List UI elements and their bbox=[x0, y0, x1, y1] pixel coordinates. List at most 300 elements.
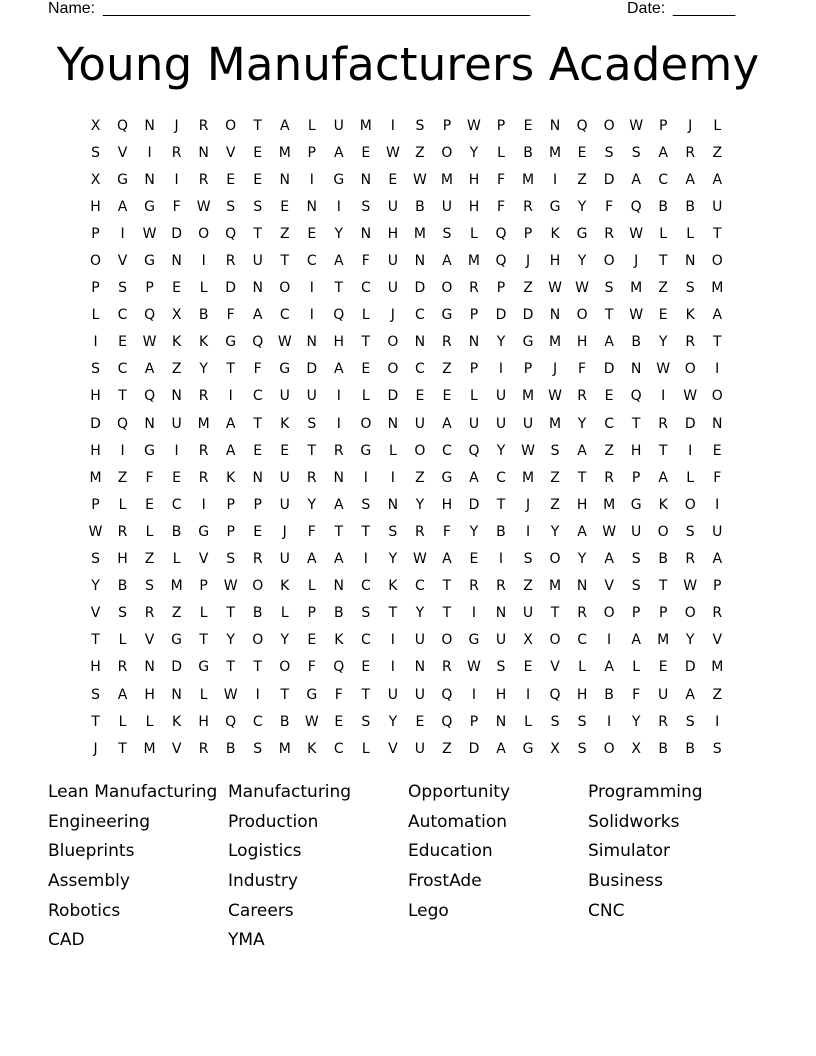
grid-letter: H bbox=[576, 686, 588, 703]
grid-letter: U bbox=[279, 469, 290, 486]
grid-letter: W bbox=[223, 686, 238, 703]
grid-letter: A bbox=[442, 253, 452, 270]
grid-letter: R bbox=[225, 253, 236, 270]
grid-letter: E bbox=[415, 388, 425, 405]
grid-letter: T bbox=[199, 632, 208, 649]
grid-letter: N bbox=[252, 280, 263, 297]
grid-letter: X bbox=[90, 117, 101, 134]
grid-letter: K bbox=[658, 496, 668, 513]
grid-letter: A bbox=[658, 469, 668, 486]
word-list-item: Engineering bbox=[48, 811, 150, 832]
grid-letter: M bbox=[630, 280, 643, 297]
grid-letter: L bbox=[686, 469, 695, 486]
grid-letter: Q bbox=[549, 686, 561, 703]
grid-letter: O bbox=[603, 605, 615, 622]
grid-letter: S bbox=[577, 740, 587, 757]
grid-letter: Y bbox=[226, 632, 235, 649]
grid-letter: O bbox=[549, 632, 561, 649]
grid-letter: T bbox=[226, 659, 235, 676]
grid-letter: K bbox=[280, 578, 290, 595]
grid-letter: S bbox=[685, 280, 695, 297]
grid-letter: W bbox=[548, 388, 562, 405]
grid-letter: N bbox=[549, 117, 561, 134]
grid-letter: Z bbox=[658, 280, 668, 297]
grid-letter: S bbox=[226, 551, 236, 568]
grid-letter: I bbox=[309, 307, 314, 324]
grid-letter: M bbox=[197, 415, 210, 432]
grid-letter: P bbox=[307, 605, 316, 622]
grid-letter: F bbox=[632, 686, 641, 703]
grid-letter: R bbox=[604, 225, 614, 242]
grid-letter: C bbox=[360, 578, 371, 595]
grid-letter: L bbox=[497, 144, 505, 161]
grid-letter: B bbox=[198, 307, 209, 324]
grid-letter: Y bbox=[334, 225, 344, 242]
grid-letter: T bbox=[577, 469, 587, 486]
word-list-item: Robotics bbox=[48, 900, 121, 921]
grid-letter: I bbox=[120, 225, 125, 242]
grid-letter: O bbox=[279, 280, 291, 297]
grid-letter: N bbox=[306, 334, 317, 351]
grid-letter: U bbox=[414, 415, 426, 432]
grid-letter: A bbox=[712, 171, 723, 188]
word-list-item: FrostAde bbox=[408, 871, 482, 892]
grid-letter: N bbox=[360, 171, 372, 188]
grid-letter: N bbox=[171, 388, 182, 405]
grid-letter: Z bbox=[144, 551, 155, 568]
grid-letter: R bbox=[577, 605, 587, 622]
grid-letter: B bbox=[658, 198, 668, 215]
grid-letter: O bbox=[684, 361, 696, 378]
grid-letter: R bbox=[171, 144, 182, 161]
grid-letter: K bbox=[172, 334, 182, 351]
grid-letter: R bbox=[198, 469, 209, 486]
grid-letter: M bbox=[278, 144, 291, 161]
grid-letter: I bbox=[309, 171, 314, 188]
grid-letter: S bbox=[91, 686, 100, 703]
grid-letter: E bbox=[361, 659, 371, 676]
grid-letter: L bbox=[361, 388, 370, 405]
grid-letter: D bbox=[684, 415, 696, 432]
grid-letter: S bbox=[604, 280, 614, 297]
grid-letter: E bbox=[712, 442, 722, 459]
grid-letter: W bbox=[629, 307, 644, 324]
grid-letter: Z bbox=[523, 578, 533, 595]
grid-letter: R bbox=[117, 523, 128, 540]
grid-letter: Y bbox=[577, 415, 587, 432]
grid-letter: L bbox=[632, 659, 641, 676]
grid-letter: V bbox=[550, 659, 560, 676]
grid-letter: T bbox=[658, 253, 668, 270]
grid-letter: W bbox=[385, 144, 400, 161]
grid-letter: A bbox=[658, 144, 668, 161]
grid-letter: T bbox=[550, 605, 560, 622]
grid-letter: E bbox=[307, 225, 317, 242]
grid-letter: V bbox=[225, 144, 236, 161]
grid-letter: G bbox=[225, 334, 237, 351]
grid-letter: M bbox=[711, 280, 724, 297]
word-list-item: Opportunity bbox=[408, 782, 511, 802]
grid-letter: M bbox=[549, 415, 562, 432]
grid-letter: S bbox=[91, 144, 100, 161]
grid-letter: D bbox=[90, 415, 101, 432]
grid-letter: I bbox=[363, 551, 368, 568]
word-search-grid bbox=[82, 112, 731, 762]
grid-letter: D bbox=[225, 280, 237, 297]
grid-letter: Z bbox=[415, 144, 425, 161]
grid-letter: W bbox=[467, 659, 481, 676]
grid-letter: W bbox=[467, 117, 481, 134]
grid-letter: S bbox=[253, 740, 263, 757]
grid-letter: C bbox=[658, 171, 669, 188]
grid-letter: C bbox=[496, 469, 506, 486]
grid-letter: S bbox=[118, 280, 127, 297]
grid-letter: A bbox=[685, 171, 695, 188]
grid-letter: P bbox=[226, 496, 235, 513]
grid-letter: L bbox=[199, 686, 208, 703]
grid-letter: M bbox=[549, 578, 562, 595]
grid-letter: Y bbox=[388, 551, 398, 568]
grid-letter: E bbox=[280, 198, 290, 215]
grid-letter: K bbox=[307, 740, 317, 757]
grid-letter: M bbox=[521, 171, 535, 188]
grid-letter: V bbox=[117, 253, 128, 270]
grid-letter: M bbox=[413, 225, 426, 242]
grid-letter: J bbox=[552, 361, 558, 378]
grid-letter: G bbox=[468, 632, 480, 649]
grid-letter: T bbox=[361, 523, 371, 540]
grid-letter: S bbox=[361, 713, 371, 730]
grid-letter: N bbox=[468, 334, 480, 351]
grid-letter: M bbox=[89, 469, 102, 486]
grid-letter: H bbox=[468, 171, 480, 188]
grid-letter: W bbox=[521, 442, 535, 459]
grid-letter: L bbox=[659, 225, 668, 242]
grid-letter: O bbox=[252, 632, 264, 649]
grid-letter: O bbox=[360, 415, 372, 432]
grid-letter: H bbox=[333, 334, 345, 351]
grid-letter: G bbox=[522, 334, 534, 351]
grid-letter: U bbox=[414, 740, 426, 757]
grid-letter: O bbox=[576, 307, 588, 324]
grid-letter: U bbox=[522, 415, 534, 432]
grid-letter: N bbox=[549, 307, 561, 324]
grid-letter: S bbox=[631, 551, 641, 568]
grid-letter: T bbox=[631, 415, 641, 432]
grid-letter: A bbox=[334, 551, 344, 568]
grid-letter: S bbox=[685, 523, 695, 540]
grid-letter: O bbox=[252, 578, 264, 595]
grid-letter: E bbox=[658, 659, 668, 676]
grid-letter: W bbox=[683, 388, 698, 405]
grid-letter: A bbox=[279, 117, 290, 134]
grid-letter: K bbox=[388, 578, 398, 595]
grid-letter: A bbox=[334, 361, 344, 378]
word-list-item: Simulator bbox=[588, 841, 671, 862]
grid-letter: F bbox=[496, 171, 506, 188]
grid-letter: O bbox=[387, 361, 399, 378]
grid-letter: H bbox=[117, 551, 128, 568]
grid-letter: A bbox=[685, 686, 695, 703]
grid-letter: C bbox=[252, 713, 263, 730]
grid-letter: O bbox=[711, 253, 723, 270]
grid-letter: U bbox=[495, 632, 507, 649]
grid-letter: S bbox=[712, 740, 722, 757]
grid-letter: W bbox=[223, 578, 238, 595]
grid-letter: E bbox=[523, 659, 533, 676]
grid-letter: E bbox=[577, 144, 587, 161]
grid-letter: Y bbox=[199, 361, 208, 378]
grid-letter: H bbox=[387, 225, 399, 242]
grid-letter: M bbox=[143, 740, 156, 757]
grid-letter: I bbox=[93, 334, 98, 351]
grid-letter: Y bbox=[91, 578, 100, 595]
grid-letter: S bbox=[550, 442, 560, 459]
grid-letter: N bbox=[414, 253, 426, 270]
grid-letter: W bbox=[412, 171, 427, 188]
grid-letter: F bbox=[145, 469, 154, 486]
grid-letter: T bbox=[226, 361, 235, 378]
grid-letter: N bbox=[684, 253, 696, 270]
grid-letter: A bbox=[334, 144, 344, 161]
grid-letter: G bbox=[441, 307, 453, 324]
grid-letter: S bbox=[361, 198, 371, 215]
grid-letter: U bbox=[387, 253, 398, 270]
grid-letter: L bbox=[713, 117, 722, 134]
grid-letter: Y bbox=[469, 144, 479, 161]
grid-letter: P bbox=[442, 117, 452, 134]
grid-letter: P bbox=[145, 280, 154, 297]
grid-letter: L bbox=[280, 605, 289, 622]
grid-letter: R bbox=[333, 442, 344, 459]
date-field[interactable]: _______ bbox=[673, 0, 736, 17]
grid-letter: U bbox=[387, 280, 398, 297]
grid-letter: N bbox=[576, 578, 588, 595]
grid-letter: S bbox=[388, 523, 398, 540]
grid-letter: B bbox=[496, 523, 506, 540]
grid-letter: M bbox=[440, 171, 453, 188]
grid-letter: C bbox=[117, 361, 128, 378]
grid-letter: O bbox=[684, 496, 696, 513]
grid-letter: T bbox=[712, 225, 722, 242]
grid-letter: R bbox=[117, 659, 128, 676]
grid-letter: A bbox=[442, 551, 452, 568]
grid-letter: P bbox=[496, 117, 506, 134]
grid-letter: V bbox=[90, 605, 101, 622]
word-list-item: Blueprints bbox=[48, 841, 135, 862]
grid-letter: R bbox=[469, 578, 479, 595]
grid-letter: F bbox=[442, 523, 451, 540]
grid-letter: A bbox=[604, 334, 614, 351]
grid-letter: L bbox=[145, 523, 154, 540]
grid-letter: W bbox=[412, 551, 427, 568]
grid-letter: Y bbox=[577, 198, 587, 215]
grid-letter: J bbox=[525, 496, 531, 513]
grid-letter: U bbox=[333, 117, 344, 134]
grid-letter: Q bbox=[495, 253, 507, 270]
grid-letter: H bbox=[90, 388, 101, 405]
grid-letter: N bbox=[252, 469, 263, 486]
grid-letter: S bbox=[415, 117, 425, 134]
grid-letter: H bbox=[576, 334, 588, 351]
grid-letter: P bbox=[631, 605, 641, 622]
grid-letter: O bbox=[441, 632, 453, 649]
grid-letter: W bbox=[196, 198, 211, 215]
grid-letter: Y bbox=[577, 551, 587, 568]
grid-letter: P bbox=[631, 469, 641, 486]
grid-letter: I bbox=[471, 605, 477, 622]
grid-letter: F bbox=[172, 198, 181, 215]
grid-letter: D bbox=[387, 388, 399, 405]
grid-letter: L bbox=[307, 578, 316, 595]
grid-letter: R bbox=[198, 117, 209, 134]
grid-letter: I bbox=[715, 713, 720, 730]
grid-letter: Y bbox=[388, 713, 398, 730]
grid-letter: L bbox=[172, 551, 181, 568]
grid-letter: B bbox=[658, 740, 668, 757]
grid-letter: A bbox=[225, 442, 236, 459]
grid-letter: D bbox=[414, 280, 426, 297]
grid-letter: U bbox=[495, 388, 507, 405]
grid-letter: P bbox=[253, 496, 262, 513]
grid-letter: A bbox=[577, 442, 587, 459]
grid-letter: G bbox=[198, 659, 210, 676]
grid-letter: S bbox=[631, 578, 641, 595]
grid-letter: Z bbox=[117, 469, 128, 486]
grid-letter: E bbox=[145, 496, 154, 513]
grid-letter: J bbox=[634, 253, 639, 270]
grid-letter: I bbox=[715, 496, 720, 513]
grid-letter: A bbox=[252, 307, 263, 324]
grid-letter: O bbox=[441, 144, 453, 161]
grid-letter: H bbox=[495, 686, 507, 703]
grid-letter: H bbox=[90, 198, 101, 215]
grid-letter: R bbox=[685, 334, 696, 351]
grid-letter: N bbox=[630, 361, 642, 378]
grid-letter: Y bbox=[550, 523, 560, 540]
grid-letter: B bbox=[333, 605, 344, 622]
grid-letter: M bbox=[549, 334, 562, 351]
grid-letter: C bbox=[279, 307, 290, 324]
grid-letter: N bbox=[414, 659, 426, 676]
date-label: Date: bbox=[627, 0, 666, 17]
grid-letter: W bbox=[629, 225, 644, 242]
grid-letter: G bbox=[441, 469, 453, 486]
grid-letter: X bbox=[631, 740, 641, 757]
grid-letter: Y bbox=[685, 632, 695, 649]
grid-letter: T bbox=[604, 307, 614, 324]
grid-letter: G bbox=[198, 523, 210, 540]
grid-letter: L bbox=[118, 713, 127, 730]
grid-letter: A bbox=[631, 632, 641, 649]
grid-letter: J bbox=[93, 740, 98, 757]
grid-letter: Z bbox=[442, 361, 452, 378]
grid-letter: E bbox=[253, 523, 263, 540]
grid-letter: Q bbox=[630, 198, 642, 215]
grid-letter: J bbox=[390, 307, 395, 324]
grid-letter: T bbox=[118, 388, 127, 405]
grid-letter: U bbox=[495, 415, 507, 432]
grid-letter: E bbox=[658, 307, 668, 324]
grid-letter: L bbox=[118, 496, 127, 513]
word-list-item: Assembly bbox=[48, 871, 130, 892]
word-list-item: Lean Manufacturing bbox=[48, 782, 218, 802]
grid-letter: R bbox=[442, 334, 452, 351]
grid-letter: R bbox=[415, 523, 425, 540]
grid-letter: F bbox=[496, 198, 506, 215]
grid-letter: D bbox=[603, 361, 615, 378]
grid-letter: U bbox=[522, 605, 534, 622]
grid-letter: E bbox=[604, 388, 614, 405]
grid-letter: I bbox=[715, 361, 720, 378]
grid-letter: P bbox=[199, 578, 208, 595]
grid-letter: H bbox=[576, 496, 588, 513]
grid-letter: N bbox=[333, 578, 345, 595]
grid-letter: T bbox=[334, 523, 344, 540]
grid-letter: I bbox=[336, 198, 341, 215]
grid-letter: P bbox=[469, 713, 479, 730]
grid-letter: L bbox=[91, 307, 100, 324]
grid-letter: U bbox=[279, 388, 290, 405]
grid-letter: H bbox=[90, 442, 101, 459]
grid-letter: F bbox=[226, 307, 235, 324]
grid-letter: N bbox=[495, 605, 507, 622]
grid-letter: I bbox=[525, 686, 531, 703]
grid-letter: J bbox=[174, 117, 179, 134]
grid-letter: S bbox=[91, 361, 100, 378]
grid-letter: Z bbox=[442, 740, 452, 757]
grid-letter: W bbox=[602, 523, 617, 540]
grid-letter: W bbox=[656, 361, 671, 378]
grid-letter: R bbox=[198, 171, 209, 188]
grid-letter: P bbox=[469, 361, 479, 378]
grid-letter: I bbox=[363, 469, 368, 486]
grid-letter: W bbox=[548, 280, 562, 297]
grid-letter: T bbox=[280, 253, 290, 270]
word-list-item: Education bbox=[408, 841, 493, 862]
page-title: Young Manufacturers Academy bbox=[56, 38, 760, 91]
grid-letter: H bbox=[549, 253, 561, 270]
grid-letter: R bbox=[469, 280, 479, 297]
grid-letter: S bbox=[253, 198, 263, 215]
grid-letter: F bbox=[713, 469, 722, 486]
word-list bbox=[48, 778, 788, 956]
grid-letter: U bbox=[441, 198, 453, 215]
name-field[interactable]: ________________________________________________ bbox=[103, 0, 531, 17]
grid-letter: T bbox=[118, 740, 127, 757]
grid-letter: A bbox=[469, 469, 479, 486]
grid-letter: W bbox=[304, 713, 319, 730]
grid-letter: T bbox=[361, 686, 371, 703]
grid-letter: I bbox=[336, 415, 341, 432]
grid-letter: P bbox=[658, 605, 668, 622]
grid-letter: M bbox=[549, 144, 562, 161]
grid-letter: G bbox=[144, 442, 155, 459]
grid-letter: M bbox=[521, 469, 535, 486]
grid-letter: O bbox=[603, 117, 615, 134]
grid-letter: Z bbox=[279, 225, 290, 242]
grid-letter: E bbox=[469, 551, 479, 568]
grid-letter: V bbox=[171, 740, 182, 757]
grid-letter: Z bbox=[712, 686, 723, 703]
word-list-item: Production bbox=[228, 811, 319, 832]
grid-letter: G bbox=[576, 225, 588, 242]
grid-letter: U bbox=[279, 551, 290, 568]
grid-letter: E bbox=[226, 171, 236, 188]
grid-letter: S bbox=[604, 144, 614, 161]
grid-letter: T bbox=[280, 686, 290, 703]
grid-letter: A bbox=[631, 171, 641, 188]
